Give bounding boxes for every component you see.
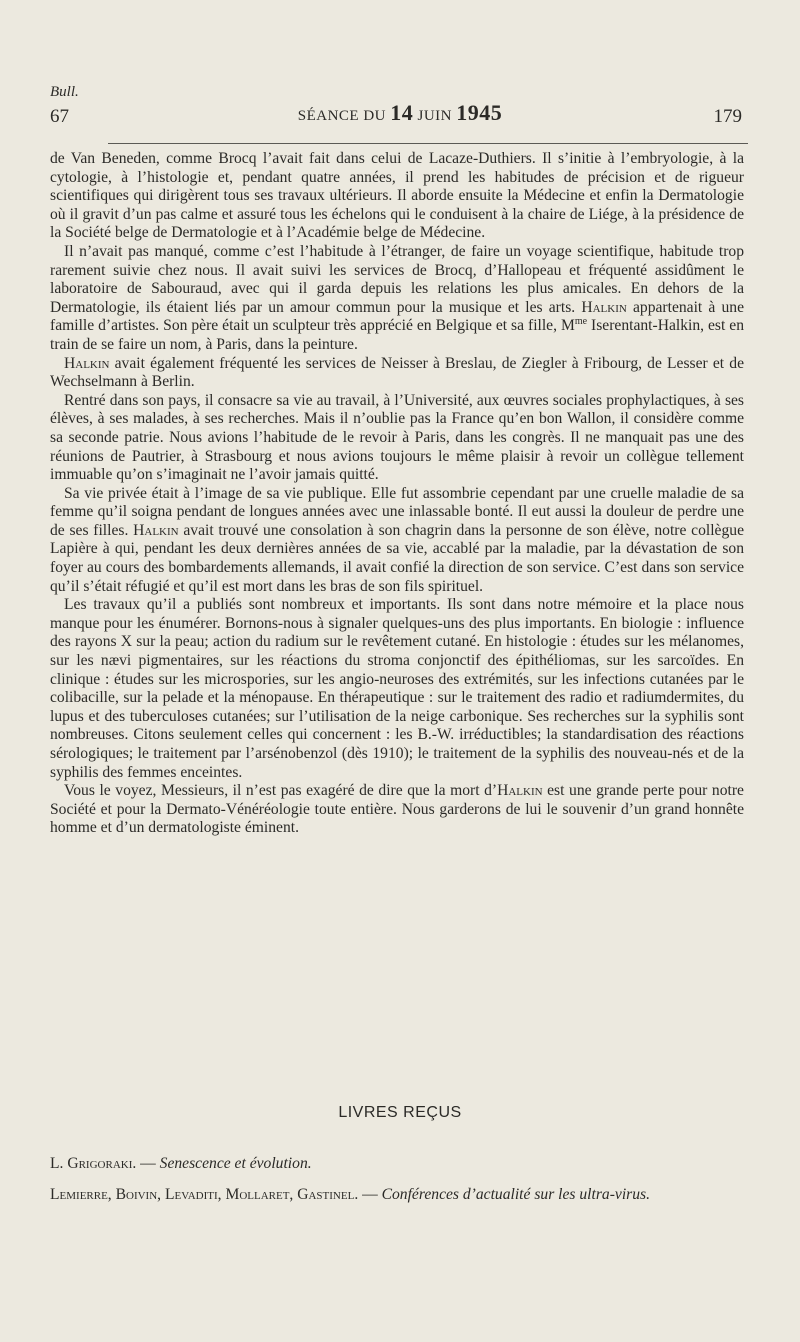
text-run: Vous le voyez, Messieurs, il n’est pas exagéré de dire que la mort d’ (64, 782, 498, 800)
author-initial: L. (50, 1155, 68, 1172)
obituary-text (50, 150, 744, 838)
text-run: Il n’avait pas manqué, comme c’est l’habitude à l’étranger, de faire un voyage scientifique, habitude trop rarement suivie chez nous. Il avait suivi les services de Brocq, d’Hallopeau et fréquenté assidûment le laboratoire de Sabouraud, avec qui il garda depuis les relations les plus amicales. En dehors de la Dermatologie, ils étaient liés par un amour commun pour la musique et les arts. (50, 242, 744, 316)
separator: . — (354, 1185, 382, 1203)
superscript: me (574, 316, 588, 328)
book-authors: Lemierre, Boivin, Levaditi, Mollaret, Gastinel (50, 1185, 355, 1203)
person-name: Halkin (581, 298, 627, 316)
title-prefix: SÉANCE DU (297, 108, 391, 124)
paragraph: Rentré dans son pays, il consacre sa vie au travail, à l’Université, aux œuvres sociales prophylactiques, à ses élèves, à ses malades, à ses recherches. Mais il n’oublie pas la France qu’en bon Wallon, il considère comme sa seconde patrie. Nous avions l’habitude de le revoir à Paris, dans les congrès. Il ne manquait pas une des réunions de Pautrier, à Strasbourg et nous avions toujours le même plaisir à revoir un collègue tellement immuable qu’on s’imaginait ne l’avoir jamais quitté. (50, 391, 744, 484)
text-run: avait trouvé une consolation à son chagrin dans la personne de son élève, notre collègue Lapière à qui, pendant les deux dernières années de sa vie, accablé par la maladie, par la dévastation de son foyer au cours des bombardements allemands, il avait confié la direction de son service. C’est dans son service qu’il s’était réfugié et qu’il est mort dans les bras de son fils spirituel. (50, 521, 744, 595)
title-year: 1945 (456, 100, 503, 125)
running-header (50, 100, 750, 130)
text-run: Sa vie privée était à l’image de sa vie publique. Elle fut assombrie cependant par une cruelle maladie de sa femme qu’il soigna pendant de longues années avec une inlassable bonté. Il eut aussi la douleur de perdre une de ses filles. (50, 484, 744, 539)
book-title: Senescence et évolution. (159, 1155, 312, 1172)
text-run: appartenait à une famille d’artistes. Son père était un sculpteur très apprécié en Belgique et sa fille, M (50, 298, 744, 335)
text-run: avait également fréquenté les services de Neisser à Breslau, de Ziegler à Fribourg, de Lesser et de Wechselmann à Berlin. (50, 354, 744, 391)
book-author: Grigoraki (67, 1155, 133, 1172)
person-name: Halkin (133, 521, 179, 539)
paragraph (50, 782, 744, 838)
separator: . — (132, 1155, 160, 1172)
book-entry (50, 1186, 744, 1205)
title-month: JUIN (413, 108, 457, 124)
volume-number: 67 (50, 106, 69, 127)
paragraph: Les travaux qu’il a publiés sont nombreux et importants. Ils sont dans notre mémoire et la place nous manque pour les énumérer. Bornons-nous à signaler quelques-uns des plus importants. En biologie : influence des rayons X sur la peau; action du radium sur le revêtement cutané. En histologie : études sur les mélanomes, sur les nævi pigmentaires, sur les réactions du stroma conjonctif des épithéliomas, sur les sarcoïdes. En clinique : études sur les microspories, sur les angio-neuroses des extrémités, sur les infections cutanées par le colibacille, sur la pelade et la ménopause. En thérapeutique : sur le traitement des radio et radiumdermites, du lupus et des tuberculoses cutanées; sur l’utilisation de la neige carbonique. Ses recherches sur la syphilis sont nombreuses. Citons seulement celles qui concernent : les B.-W. irréductibles; la standardisation des réactions sérologiques; le traitement par l’arsénobenzol (dès 1910); le traitement de la syphilis des nouveau-nés et de la syphilis des femmes enceintes. (50, 596, 744, 781)
paragraph (50, 243, 744, 355)
text-run: Iserentant-Halkin, est en train de se faire un nom, à Paris, dans la peinture. (50, 317, 744, 353)
page-number: 179 (713, 106, 742, 127)
book-entry (50, 1155, 744, 1174)
books-list (50, 1155, 744, 1216)
paragraph (50, 485, 744, 597)
book-title: Conférences d’actualité sur les ultra-virus. (381, 1185, 650, 1203)
person-name: Halkin (64, 354, 110, 372)
text-run: est une grande perte pour notre Société et pour la Dermato-Vénéréologie toute entière. Nous garderons de lui le souvenir d’un grand honnête homme et d’un dermatologiste éminent. (50, 782, 744, 837)
journal-abbrev: Bull. (50, 84, 79, 100)
person-name: Halkin (497, 782, 543, 800)
session-title (50, 100, 750, 126)
paragraph (50, 355, 744, 392)
paragraph: de Van Beneden, comme Brocq l’avait fait dans celui de Lacaze-Duthiers. Il s’initie à l’embryologie, à la cytologie, à l’histologie et, pendant quatre années, il prend les habitudes de précision et de rigueur scientifiques qui dirigèrent tous ses travaux ultérieurs. Il aborde ensuite la Médecine et enfin la Dermatologie où il gravit d’un pas calme et assuré tous les échelons qui le conduisent à la chaire de Liége, à la présidence de la Société belge de Dermatologie et à l’Académie belge de Médecine. (50, 150, 744, 242)
header-rule (108, 143, 748, 144)
books-section-title: LIVRES REÇUS (338, 1104, 462, 1121)
title-day: 14 (390, 100, 414, 125)
